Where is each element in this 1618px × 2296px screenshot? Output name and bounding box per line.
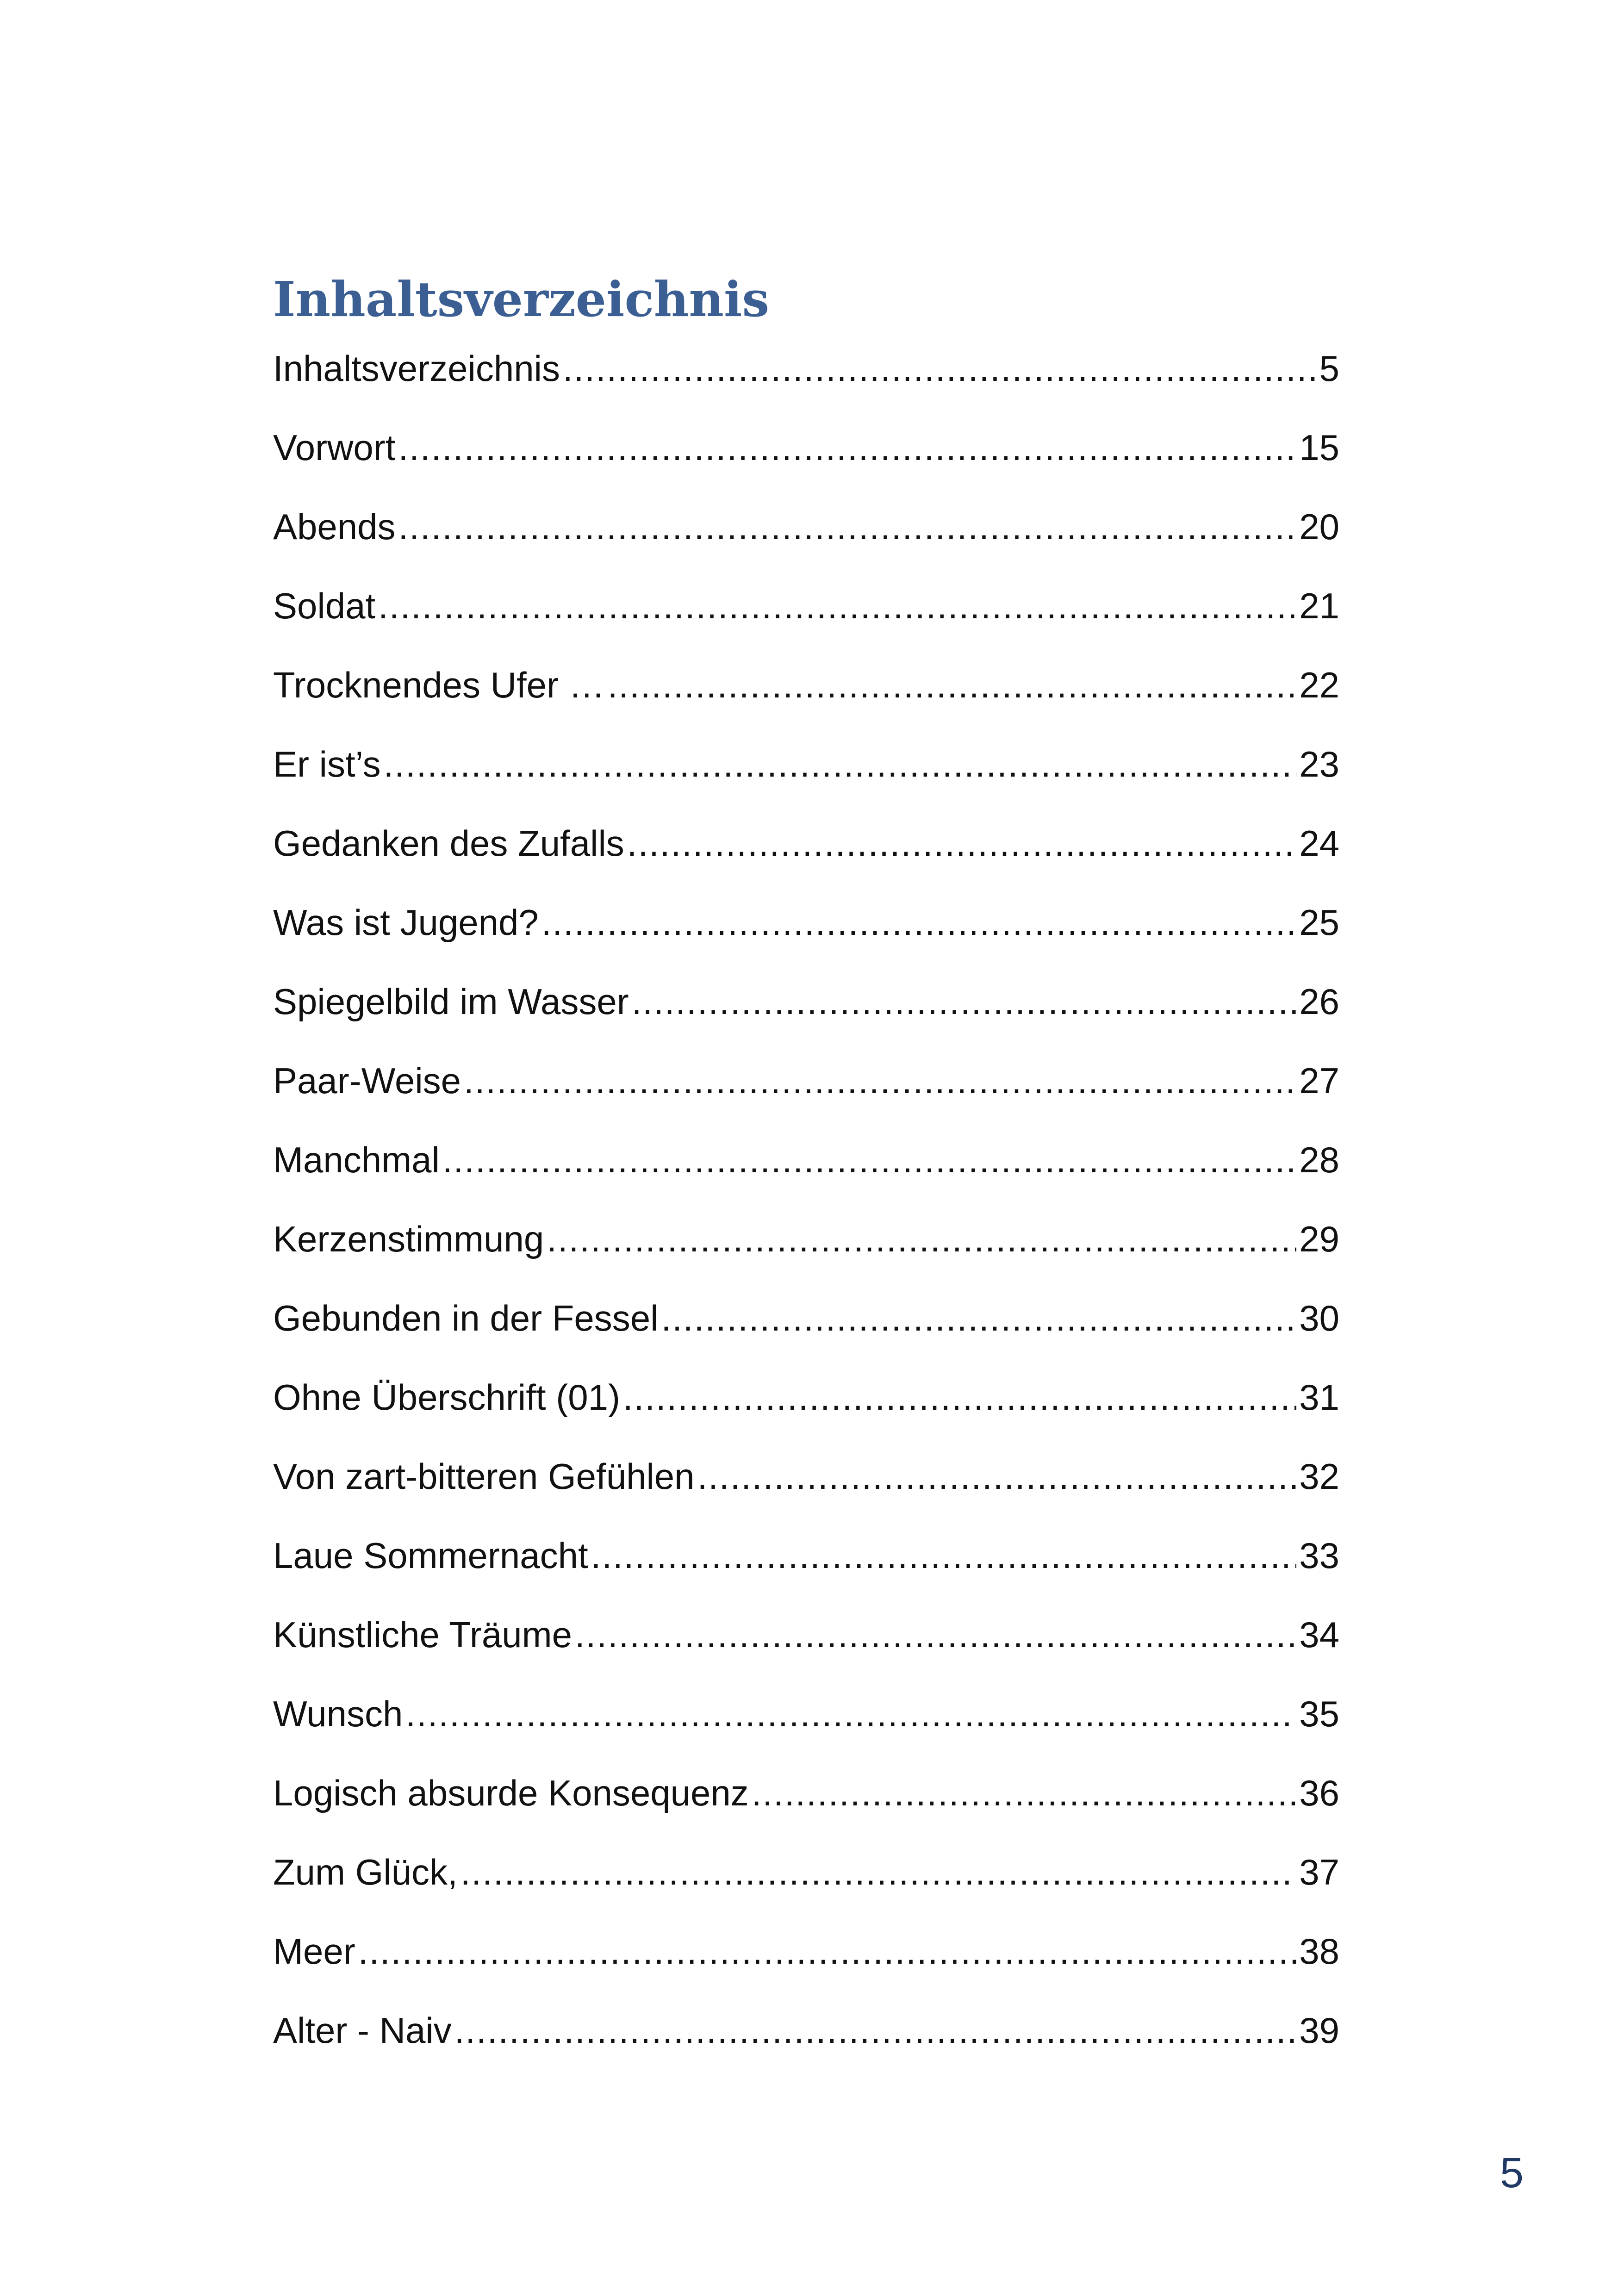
- toc-entry[interactable]: [273, 583, 1339, 662]
- toc-entry[interactable]: [273, 1532, 1339, 1612]
- toc-entry[interactable]: [273, 1928, 1339, 2007]
- toc-entry[interactable]: [273, 1295, 1339, 1374]
- toc-entry[interactable]: [273, 1058, 1339, 1137]
- toc-entry-page: 38: [1299, 1931, 1339, 1972]
- toc-entry-page: 25: [1299, 902, 1339, 943]
- toc-entry-title: Logisch absurde Konsequenz: [273, 1773, 749, 1813]
- toc-entry-title: Gebunden in der Fessel: [273, 1298, 659, 1338]
- toc-dot-leader: [547, 1216, 1296, 1262]
- toc-entry-title: Kerzenstimmung: [273, 1219, 544, 1259]
- toc-entry-title: Alter - Naiv: [273, 2010, 452, 2051]
- toc-entry[interactable]: [273, 1770, 1339, 1849]
- toc-entry[interactable]: [273, 424, 1339, 504]
- toc-entry-page: 37: [1299, 1852, 1339, 1892]
- toc-entry[interactable]: [273, 2007, 1339, 2086]
- toc-entry-title: Laue Sommernacht: [273, 1535, 588, 1576]
- toc-entry-page: 26: [1299, 981, 1339, 1022]
- toc-entry[interactable]: [273, 345, 1339, 424]
- toc-dot-leader: [384, 741, 1297, 787]
- toc-entry-title: Von zart-bitteren Gefühlen: [273, 1456, 695, 1497]
- toc-entry-title: Meer: [273, 1931, 355, 1972]
- toc-entry[interactable]: [273, 1849, 1339, 1928]
- toc-entry-title: Gedanken des Zufalls: [273, 823, 624, 864]
- toc-dot-leader: [697, 1453, 1297, 1500]
- toc-entry-page: 27: [1299, 1060, 1339, 1101]
- toc-dot-leader: [442, 1137, 1296, 1183]
- toc-entry-page: 21: [1299, 585, 1339, 626]
- toc-entry[interactable]: [273, 504, 1339, 583]
- toc-entry-page: 22: [1299, 665, 1339, 705]
- toc-heading: Inhaltsverzeichnis: [273, 271, 770, 328]
- toc-entry-page: 36: [1299, 1773, 1339, 1813]
- toc-entry[interactable]: [273, 662, 1339, 741]
- toc-entry-title: Abends: [273, 506, 396, 547]
- toc-entry-title: Spiegelbild im Wasser: [273, 981, 629, 1022]
- toc-entry[interactable]: [273, 1453, 1339, 1532]
- toc-dot-leader: [461, 1849, 1297, 1895]
- toc-entry[interactable]: [273, 1374, 1339, 1453]
- toc-entry-page: 35: [1299, 1693, 1339, 1734]
- toc-entry[interactable]: [273, 978, 1339, 1058]
- toc-entry[interactable]: [273, 820, 1339, 899]
- toc-dot-leader: [358, 1928, 1297, 1974]
- toc-dot-leader: [405, 1691, 1296, 1737]
- toc-list: [273, 345, 1339, 2086]
- toc-entry-title: Trocknendes Ufer …: [273, 665, 605, 705]
- toc-entry[interactable]: [273, 1137, 1339, 1216]
- toc-entry-page: 30: [1299, 1298, 1339, 1338]
- toc-dot-leader: [752, 1770, 1296, 1816]
- page-number: 5: [1500, 2149, 1524, 2196]
- toc-dot-leader: [541, 899, 1297, 946]
- toc-entry-page: 28: [1299, 1139, 1339, 1180]
- toc-dot-leader: [627, 820, 1296, 866]
- toc-entry-page: 24: [1299, 823, 1339, 864]
- toc-dot-leader: [608, 662, 1297, 708]
- toc-dot-leader: [454, 2007, 1297, 2053]
- toc-entry-title: Soldat: [273, 585, 376, 626]
- toc-entry-title: Künstliche Träume: [273, 1614, 572, 1655]
- toc-entry[interactable]: [273, 1691, 1339, 1770]
- toc-entry-page: 20: [1299, 506, 1339, 547]
- toc-dot-leader: [398, 504, 1297, 550]
- toc-entry-page: 29: [1299, 1219, 1339, 1259]
- toc-dot-leader: [563, 345, 1317, 392]
- toc-entry[interactable]: [273, 1612, 1339, 1691]
- toc-entry-page: 39: [1299, 2010, 1339, 2051]
- toc-entry-title: Ohne Überschrift (01): [273, 1377, 620, 1418]
- toc-entry[interactable]: [273, 741, 1339, 820]
- toc-dot-leader: [378, 583, 1296, 629]
- toc-entry-title: Inhaltsverzeichnis: [273, 348, 560, 389]
- toc-entry-title: Er ist’s: [273, 744, 381, 784]
- toc-dot-leader: [591, 1532, 1297, 1579]
- toc-dot-leader: [632, 978, 1297, 1025]
- toc-entry-page: 33: [1299, 1535, 1339, 1576]
- toc-entry-title: Manchmal: [273, 1139, 440, 1180]
- toc-entry-title: Wunsch: [273, 1693, 403, 1734]
- toc-entry-title: Was ist Jugend?: [273, 902, 539, 943]
- toc-entry[interactable]: [273, 1216, 1339, 1295]
- toc-dot-leader: [398, 424, 1296, 471]
- toc-entry-page: 5: [1319, 348, 1339, 389]
- toc-entry-page: 23: [1299, 744, 1339, 784]
- toc-entry-title: Vorwort: [273, 427, 396, 468]
- toc-dot-leader: [575, 1612, 1296, 1658]
- toc-entry[interactable]: [273, 899, 1339, 978]
- toc-entry-page: 32: [1299, 1456, 1339, 1497]
- toc-entry-page: 15: [1299, 427, 1339, 468]
- toc-dot-leader: [464, 1058, 1296, 1104]
- toc-entry-page: 34: [1299, 1614, 1339, 1655]
- toc-entry-title: Paar-Weise: [273, 1060, 461, 1101]
- toc-dot-leader: [623, 1374, 1296, 1420]
- toc-entry-title: Zum Glück,: [273, 1852, 458, 1892]
- toc-entry-page: 31: [1299, 1377, 1339, 1418]
- toc-dot-leader: [661, 1295, 1297, 1341]
